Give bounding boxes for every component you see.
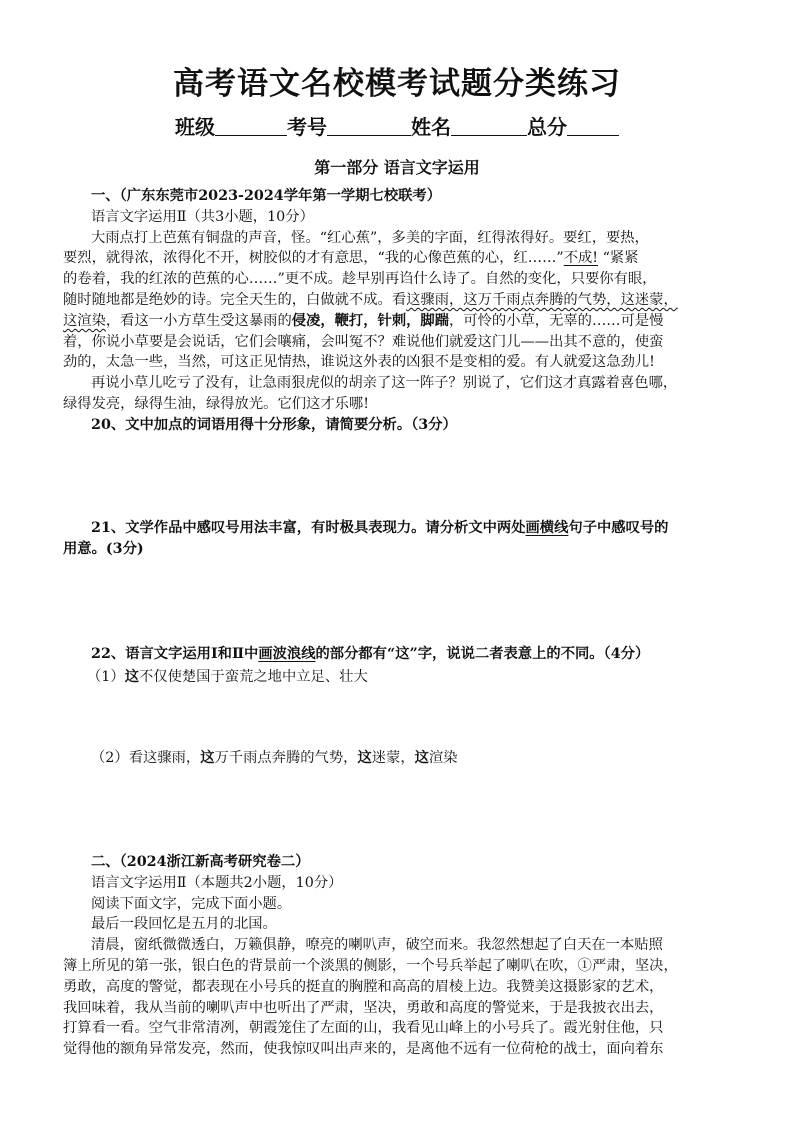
question-text: 的部分都有“这”字，说说二者表意上的不同。（4分） [315, 646, 650, 662]
passage-line: 的卷着，我的红浓的芭蕉的心……”更不成。趁早别再诌什么诗了。自然的变化，只要你有眼， [63, 271, 657, 288]
dotted-words: 侵凌，鞭打，针刺，脚踹 [291, 312, 450, 329]
question-text: 21、文学作品中感叹号用法丰富，有时极具表现力。请分析文中两处 [91, 520, 526, 536]
emphasized-char: 这 [414, 750, 429, 766]
q2-intro: 阅读下面文字，完成下面小题。 [91, 895, 292, 912]
passage-line [63, 311, 741, 332]
total-label: 总分 [527, 115, 567, 139]
passage-text: ，看这一小方草生受这暴雨的 [105, 312, 292, 329]
wavy-underlined-text: 这骤雨，这万千雨点奔腾的气势，这迷蒙， [406, 291, 678, 308]
question-22-item-2 [91, 748, 741, 769]
name-label: 姓名 [411, 115, 451, 139]
question-22-item-2-line [91, 748, 741, 769]
passage-line: 劲的，太急一些，当然，可这正见情热，谁说这外表的凶狠不是变相的爱。有人就爱这急劲儿! [63, 354, 655, 371]
question-text-underlined: 画横线 [525, 520, 569, 536]
question-21 [63, 518, 741, 560]
passage-line: 清晨，窗纸微微透白，万籁俱静，嘹亮的喇叭声，破空而来。我忽然想起了白天在一本贴照 [91, 937, 663, 954]
page-title: 高考语文名校模考试题分类练习 [173, 66, 621, 102]
emphasized-char: 这 [200, 750, 215, 766]
passage-text: 要烈，就得浓，浓得化不开，树胶似的才有意思，“我的心像芭蕉的心，红……” [63, 250, 564, 267]
question-text: 句子中感叹号的 [568, 520, 669, 536]
question-block-1 [63, 186, 741, 436]
emphasized-char: 这 [124, 668, 139, 685]
question-21-line [91, 518, 741, 539]
question-21-line: 用意。(3分) [63, 540, 144, 557]
question-text-underlined: 画波浪线 [258, 646, 316, 662]
passage-line: 簿上所见的第一张，银白色的背景前一个淡黑的侧影，一个号兵举起了喇叭在吹，①严肃，坚决， [63, 957, 678, 974]
exam-no-label: 考号 [287, 115, 327, 139]
passage-text: 随时随地都是绝妙的诗。完全天生的，白做就不成。看 [63, 291, 407, 308]
passage-line: 我回味着，我从当前的喇叭声中也听出了严肃，坚决，勇敢和高度的警觉来，于是我披衣出去， [63, 999, 664, 1016]
class-blank[interactable] [215, 115, 287, 136]
question-text: 22、语言文字运用Ⅰ和Ⅱ中 [91, 646, 259, 662]
total-blank[interactable] [567, 115, 619, 136]
passage-line: 打算看一看。空气非常清冽，朝霞笼住了左面的山，我看见山峰上的小号兵了。霞光射住他，只 [63, 1020, 664, 1037]
question-22-item-1 [87, 667, 741, 688]
part1-title: 第一部分 语言文字运用 [314, 158, 480, 177]
item-text: 万千雨点奔腾的气势， [214, 750, 358, 766]
emphasized-char: 这 [357, 750, 372, 766]
passage-line: 勇敢，高度的警觉，都表现在小号兵的挺直的胸膛和高高的眉棱上边。我赞美这摄影家的艺术， [63, 978, 664, 995]
underlined-sentence: 不成! [563, 250, 599, 267]
wavy-underlined-text: 这渲染 [63, 312, 106, 329]
passage-text: ，可怜的小草，无辜的……可是慢 [449, 312, 664, 329]
item-text: 渲染 [428, 750, 458, 766]
passage-line: 绿得发亮，绿得生油，绿得放光。它们这才乐哪! [63, 395, 369, 412]
item-text: （2）看这骤雨， [91, 750, 201, 766]
item-text: 迷蒙， [371, 750, 415, 766]
q2-subheading: 语言文字运用Ⅱ（本题共2小题，10分） [91, 874, 343, 891]
passage-line: 大雨点打上芭蕉有铜盘的声音，怪。“红心蕉”，多美的字面，红得浓得好。要红，要热， [91, 229, 649, 246]
question-22-line [91, 644, 741, 665]
item-number: （1） [87, 668, 125, 685]
name-blank[interactable] [451, 115, 527, 136]
q1-heading: 一、（广东东莞市2023-2024学年第一学期七校联考） [91, 188, 442, 204]
passage-line [63, 290, 741, 311]
passage-line: 最后一段回忆是五月的北国。 [91, 916, 277, 933]
passage-line: 着，你说小草要是会说话，它们会嚷痛，会叫冤不？难说他们就爱这门儿——出其不意的，使蛮 [63, 333, 664, 350]
question-20: 20、文中加点的词语用得十分形象，请简要分析。（3分） [91, 416, 457, 433]
passage-line [63, 248, 741, 269]
class-label: 班级 [175, 115, 215, 139]
question-22 [87, 644, 741, 688]
question-block-2 [63, 852, 741, 1060]
student-info-line [0, 111, 794, 140]
q1-subheading: 语言文字运用Ⅱ（共3小题，10分） [91, 208, 314, 225]
q2-heading: 二、（2024浙江新高考研究卷二） [91, 854, 310, 870]
passage-line: 再说小草儿吃亏了没有，让急雨狠虎似的胡亲了这一阵子？别说了，它们这才真露着喜色哪， [91, 375, 678, 392]
passage-text: “紧紧 [598, 250, 639, 267]
exam-no-blank[interactable] [327, 115, 411, 136]
passage-line: 觉得他的额角异常发亮，然而，使我惊叹叫出声来的，是离他不远有一位荷枪的战士，面向着东 [63, 1041, 664, 1058]
item-text: 不仅使楚国于蛮荒之地中立足、壮大 [139, 668, 368, 685]
